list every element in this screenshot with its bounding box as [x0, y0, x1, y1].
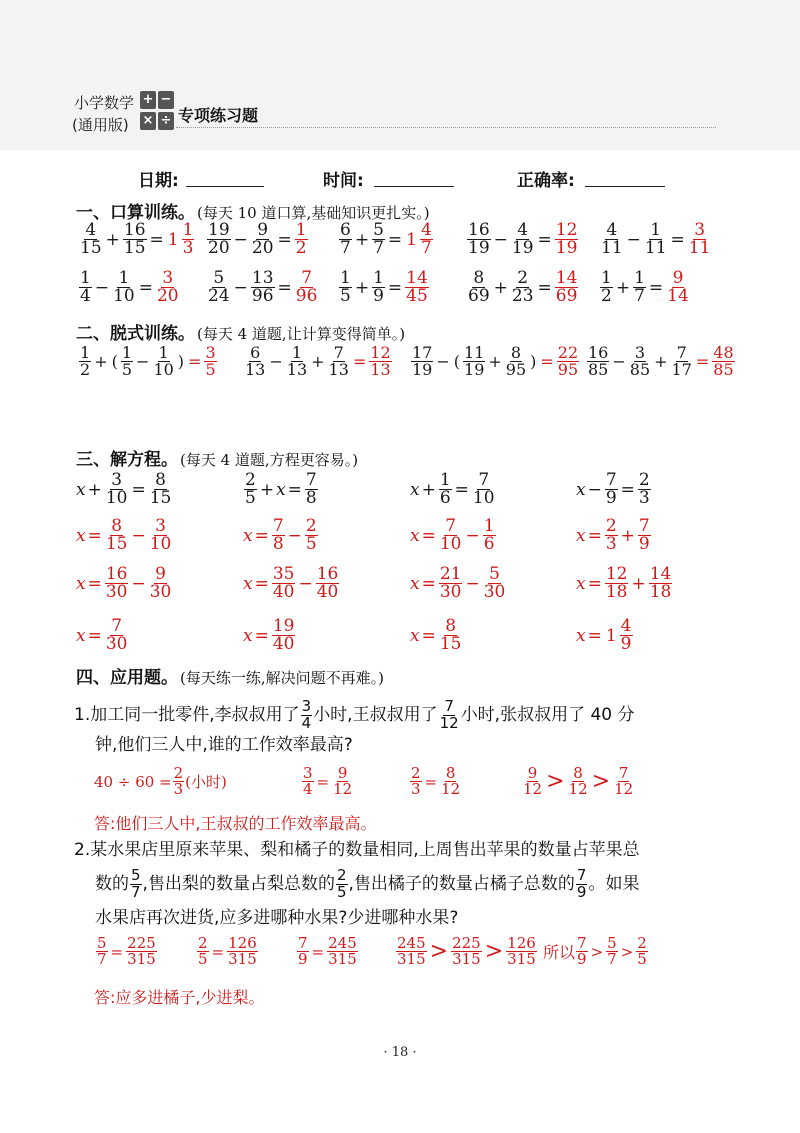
stepwise-problem: 1 2 + ( 1 5 − $\frac{1}{10}$ ) = 3 5: [80, 343, 216, 380]
fraction: 6 7: [340, 220, 351, 259]
stepwise-problem: 16 85 − $\frac{3}{85}$ + $\frac{7}{17}$ = 48 85: [588, 343, 734, 380]
fraction: $\frac{16}{30}$: [105, 564, 128, 603]
fraction: $\frac{7}{9}$: [638, 516, 650, 555]
fraction: $\frac{2}{3}$: [605, 516, 617, 555]
equation-step: x = $\frac{8}{15}$ − $\frac{3}{10}$: [76, 516, 172, 555]
fraction: $\frac{8}{15}$: [149, 470, 172, 509]
fraction: 17 19: [412, 343, 433, 380]
oral-problem: 1 2 + $\frac{1}{7}$ = 9 14: [601, 268, 689, 307]
section-stepwise-heading: 二、脱式训练。 (每天 4 道题,让计算变得简单。): [76, 324, 406, 344]
p1-work-4: 9 12 > 8 12 > 7 12: [523, 764, 634, 799]
fraction: $\frac{1}{13}$: [286, 343, 308, 380]
fraction: 2 5: [245, 470, 256, 509]
p2-work-3: $\frac{7}{9}$ = $\frac{245}{315}$: [298, 934, 357, 969]
fraction: $\frac{3}{85}$: [629, 343, 651, 380]
fraction: 4 7: [420, 220, 432, 259]
p1-work-1: 40 ÷ 60 = $\frac{2}{3}$ (小时): [94, 764, 227, 799]
divide-icon: ÷: [158, 112, 174, 130]
oral-problem: 4 15 + $\frac{16}{15}$ = 1 1 3: [80, 220, 194, 259]
time-label: 时间:: [323, 171, 364, 191]
fraction: 16 85: [588, 343, 609, 380]
fraction: 3 20: [156, 268, 179, 307]
operations-logo: [140, 91, 174, 131]
fraction: $\frac{4}{19}$: [511, 220, 534, 259]
equation-question: x + $\frac{3}{10}$ = $\frac{8}{15}$: [76, 470, 172, 509]
fraction: $\frac{9}{20}$: [251, 220, 274, 259]
series-title: 专项练习题: [178, 106, 259, 125]
fraction: 22 95: [557, 343, 579, 380]
date-blank[interactable]: [186, 166, 264, 187]
fraction: 14 69: [555, 268, 578, 307]
fraction: $\frac{7}{8}$: [305, 470, 317, 509]
stepwise-problem: 17 19 − ( 11 19 + $\frac{8}{95}$ ) = 22 95: [412, 343, 579, 380]
section-equation-heading: 三、解方程。 (每天 4 道题,方程更容易。): [76, 450, 359, 470]
oral-problem: 19 20 − $\frac{9}{20}$ = 1 2: [208, 220, 307, 259]
fraction: 1 3: [182, 220, 194, 259]
fraction: 1 2: [80, 343, 91, 380]
fraction: $\frac{1}{6}$: [483, 516, 495, 555]
fraction: $\frac{7}{10}$: [472, 470, 495, 509]
times-icon: ×: [140, 112, 156, 130]
fraction: 1 5: [121, 343, 133, 380]
fraction: 12 19: [555, 220, 578, 259]
page-number: · 18 ·: [383, 1045, 417, 1060]
fraction: $\frac{7}{10}$: [439, 516, 462, 555]
fraction: 1 4: [80, 268, 91, 307]
p1-work-2: $\frac{3}{4}$ = $\frac{9}{12}$: [303, 764, 353, 799]
plus-icon: +: [140, 91, 156, 109]
fraction: 19 20: [208, 220, 230, 259]
fraction: 1 2: [295, 220, 307, 259]
equation-solution: x = $\frac{7}{30}$: [76, 616, 128, 655]
accuracy-blank[interactable]: [585, 166, 665, 187]
equation-step: x = $\frac{12}{18}$ + $\frac{14}{18}$: [576, 564, 672, 603]
fraction: $\frac{7}{8}$: [272, 516, 284, 555]
fraction: $\frac{13}{96}$: [251, 268, 274, 307]
brand-title: 小学数学: [74, 94, 135, 112]
fraction: $\frac{16}{40}$: [316, 564, 339, 603]
fraction: 1 2: [601, 268, 612, 307]
fraction: $\frac{3}{10}$: [149, 516, 172, 555]
p2-work-1: $\frac{5}{7}$ = $\frac{225}{315}$: [97, 934, 156, 969]
brand-edition: (通用版): [72, 116, 129, 134]
fraction: 4 11: [601, 220, 623, 259]
equation-step: x = $\frac{7}{8}$ − $\frac{2}{5}$: [243, 516, 317, 555]
fraction: $\frac{8}{95}$: [505, 343, 527, 380]
fraction: $\frac{21}{30}$: [439, 564, 462, 603]
equation-step: x = $\frac{7}{10}$ − $\frac{1}{6}$: [410, 516, 495, 555]
p2-answer: 答:应多进橘子,少进梨。: [94, 988, 265, 1007]
equation-step: x = $\frac{21}{30}$ − $\frac{5}{30}$: [410, 564, 506, 603]
equation-step: x = $\frac{16}{30}$ − $\frac{9}{30}$: [76, 564, 172, 603]
fraction: $\frac{5}{30}$: [483, 564, 506, 603]
fraction: $\frac{16}{15}$: [123, 220, 146, 259]
time-blank[interactable]: [374, 166, 454, 187]
fraction: $\frac{9}{30}$: [149, 564, 172, 603]
equation-solution: x = $\frac{19}{40}$: [243, 616, 295, 655]
fraction: $\frac{7}{17}$: [671, 343, 692, 380]
fraction: 4 9: [620, 616, 632, 655]
equation-step: x = $\frac{35}{40}$ − $\frac{16}{40}$: [243, 564, 339, 603]
date-label: 日期:: [138, 171, 179, 191]
fraction: $\frac{35}{40}$: [272, 564, 295, 603]
fraction: $\frac{1}{10}$: [113, 268, 135, 307]
equation-solution: x = $\frac{8}{15}$: [410, 616, 462, 655]
oral-problem: 1 4 − $\frac{1}{10}$ = 3 20: [80, 268, 179, 307]
fraction: 5 24: [208, 268, 230, 307]
fraction: $\frac{19}{40}$: [272, 616, 295, 655]
problem1-text: 1. 加工同一批零件,李叔叔用了 3 4 小时,王叔叔用了 7 12 小时,张叔叔用了 40 分: [74, 697, 635, 732]
fraction: $\frac{1}{6}$: [439, 470, 451, 509]
fraction: $\frac{2}{5}$: [305, 516, 317, 555]
oral-problem: 8 69 + $\frac{2}{23}$ = 14 69: [468, 268, 578, 307]
fraction: 6 13: [245, 343, 266, 380]
minus-icon: −: [158, 91, 174, 109]
section-oral-heading: 一、口算训练。 (每天 10 道口算,基础知识更扎实。): [76, 203, 430, 223]
fraction: 7 96: [295, 268, 318, 307]
header-divider: [176, 127, 716, 128]
problem2-question: 水果店再次进货,应多进哪种水果?少进哪种水果?: [95, 908, 459, 928]
oral-problem: 5 24 − $\frac{13}{96}$ = 7 96: [208, 268, 318, 307]
oral-problem: 4 11 − $\frac{1}{11}$ = 3 11: [601, 220, 711, 259]
oral-problem: 6 7 + $\frac{5}{7}$ = 1 4 7: [340, 220, 432, 259]
oral-problem: 16 19 − $\frac{4}{19}$ = 12 19: [468, 220, 578, 259]
equation-step: x = $\frac{2}{3}$ + $\frac{7}{9}$: [576, 516, 650, 555]
problem2-text-line1: 2. 某水果店里原来苹果、梨和橘子的数量相同,上周售出苹果的数量占苹果总: [74, 840, 640, 860]
fraction: $\frac{8}{15}$: [439, 616, 462, 655]
fraction: $\frac{3}{10}$: [105, 470, 128, 509]
fraction: 8 69: [468, 268, 490, 307]
problem2-text-line2: 数的 5 7 ,售出梨的数量占梨总数的 2 5 ,售出橘子的数量占橘子总数的 7 9 。如果: [95, 866, 640, 901]
p2-work-2: $\frac{2}{5}$ = $\frac{126}{315}$: [198, 934, 257, 969]
accuracy-label: 正确率:: [517, 171, 575, 191]
p1-answer: 答:他们三人中,王叔叔的工作效率最高。: [94, 814, 377, 833]
fraction: $\frac{7}{13}$: [328, 343, 349, 380]
fraction: 3 11: [688, 220, 711, 259]
fraction: 48 85: [713, 343, 734, 380]
fraction: 12 13: [370, 343, 391, 380]
equation-question: 2 5 + x = $\frac{7}{8}$: [245, 470, 317, 509]
equation-solution: x = 1 4 9: [576, 616, 632, 655]
fraction: 3 5: [205, 343, 216, 380]
section-application-heading: 四、应用题。 (每天练一练,解决问题不再难。): [76, 668, 384, 688]
fraction: $\frac{1}{11}$: [644, 220, 667, 259]
stepwise-problem: 6 13 − $\frac{1}{13}$ + $\frac{7}{13}$ = 12 13: [245, 343, 391, 380]
p1-work-3: $\frac{2}{3}$ = $\frac{8}{12}$: [411, 764, 461, 799]
equation-question: x − $\frac{7}{9}$ = $\frac{2}{3}$: [576, 470, 650, 509]
fraction: 16 19: [468, 220, 490, 259]
fraction: 4 15: [80, 220, 102, 259]
fraction: 9 14: [667, 268, 689, 307]
fraction: $\frac{7}{30}$: [105, 616, 128, 655]
fraction: $\frac{8}{15}$: [105, 516, 128, 555]
fraction: $\frac{14}{18}$: [649, 564, 672, 603]
fraction: $\frac{1}{9}$: [373, 268, 384, 307]
fraction: $\frac{1}{7}$: [634, 268, 645, 307]
fraction: $\frac{1}{10}$: [153, 343, 174, 380]
fraction: $\frac{5}{7}$: [373, 220, 384, 259]
equation-question: x + $\frac{1}{6}$ = $\frac{7}{10}$: [410, 470, 495, 509]
fraction: 11 19: [464, 343, 485, 380]
oral-problem: 1 5 + $\frac{1}{9}$ = 14 45: [340, 268, 428, 307]
fraction: 14 45: [406, 268, 428, 307]
p2-work-4: 245 315 > 225 315 > 126 315: [397, 934, 536, 969]
fraction: $\frac{2}{23}$: [511, 268, 534, 307]
p2-work-5: 所以 7 9 > 5 7 > 2 5: [543, 934, 647, 969]
fraction: $\frac{7}{9}$: [605, 470, 617, 509]
problem1-question: 钟,他们三人中,谁的工作效率最高?: [95, 735, 353, 755]
fraction: $\frac{12}{18}$: [605, 564, 628, 603]
fraction: 1 5: [340, 268, 351, 307]
fraction: $\frac{2}{3}$: [638, 470, 650, 509]
